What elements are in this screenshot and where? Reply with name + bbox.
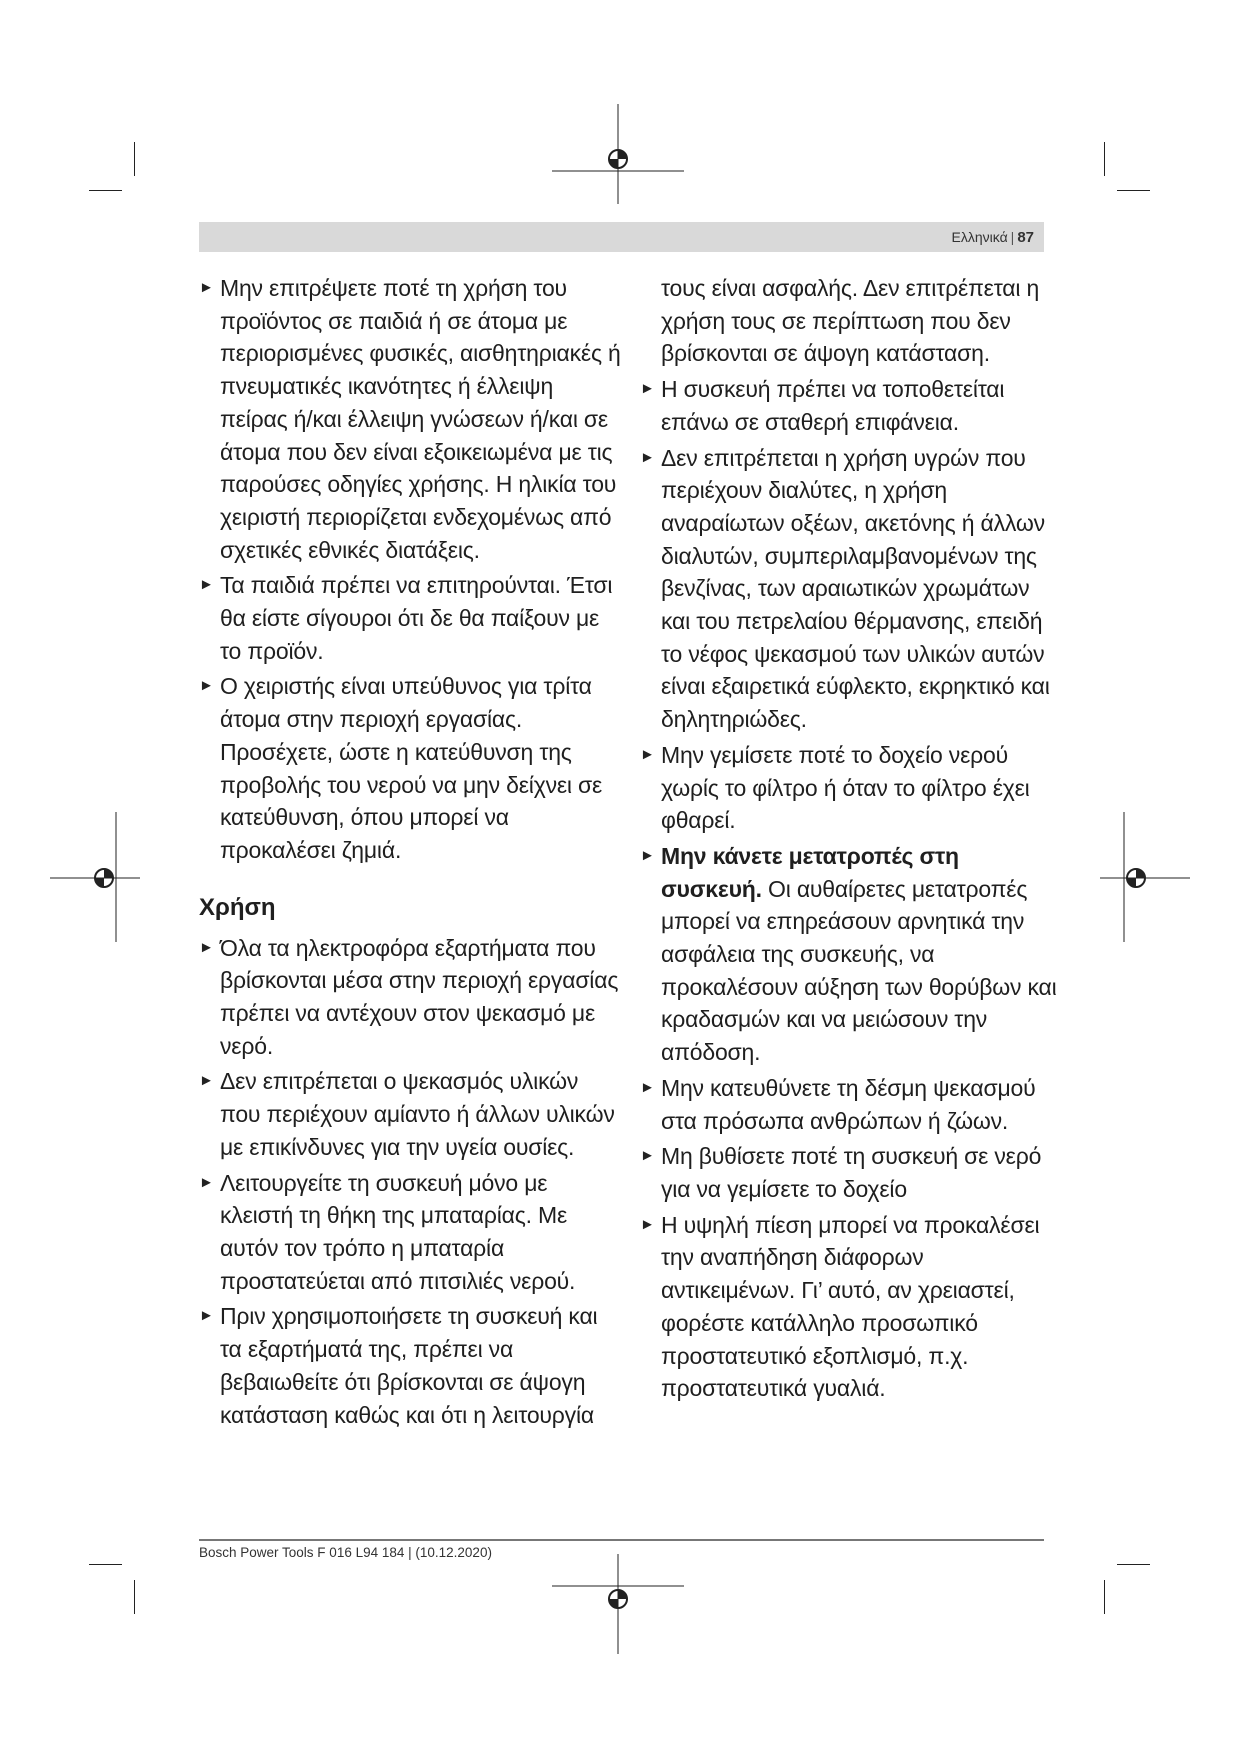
bullet-icon: ► (640, 745, 655, 763)
emphasis-text: Μην κάνετε μετατροπές στη συσκευή. (661, 842, 959, 902)
bullet-icon: ► (199, 576, 214, 594)
list-item (199, 1300, 624, 1431)
registration-target-left (50, 812, 140, 942)
bullet-icon: ► (199, 1072, 214, 1090)
list-item (199, 272, 624, 566)
list-item-emphasis (640, 840, 1060, 1069)
header-label (952, 228, 1035, 247)
list-item-text: Τα παιδιά πρέπει να επιτηρούνται. Έτσι θα είστε σίγουροι ότι δε θα παίξουν με το προϊόν. (220, 572, 613, 664)
bullet-icon: ► (199, 1173, 214, 1191)
list-item-text: Η συσκευή πρέπει να τοποθετείται επάνω σε σταθερή επιφάνεια. (661, 376, 1005, 435)
list-item-text: Μην γεμίσετε ποτέ το δοχείο νερού χωρίς το φίλτρο ή όταν το φίλτρο έχει φθαρεί. (661, 741, 1030, 834)
footer-text: Bosch Power Tools F 016 L94 184 | (10.12.2020) (199, 1545, 492, 1560)
list-item-text: Λειτουργείτε τη συσκευή μόνο με κλειστή τη θήκη της μπαταρίας. Με αυτόν τον τρόπο η μπαταρία προστατεύεται από πιτσιλιές νερού. (220, 1169, 576, 1294)
bullet-icon: ► (640, 846, 655, 864)
bullet-icon: ► (640, 1215, 655, 1233)
list-item-text: Όλα τα ηλεκτροφόρα εξαρτήματα που βρίσκονται μέσα στην περιοχή εργασίας πρέπει να αντέχουν στον ψεκασμό με νερό. (220, 934, 619, 1059)
right-column (640, 272, 1060, 1408)
section-heading: Χρήση (199, 893, 276, 921)
bullet-icon: ► (640, 380, 655, 398)
bullet-icon: ► (640, 1147, 655, 1165)
bullet-icon: ► (199, 938, 214, 956)
registration-target-right (1100, 812, 1190, 942)
bullet-icon: ► (199, 677, 214, 695)
bullet-icon: ► (199, 1307, 214, 1325)
list-item (640, 442, 1060, 736)
list-item-text: Δεν επιτρέπεται ο ψεκασμός υλικών που περιέχουν αμίαντο ή άλλων υλικών με επικίνδυνες για την υγεία ουσίες. (220, 1068, 615, 1160)
list-item-text: Πριν χρησιμοποιήσετε τη συσκευή και τα εξαρτήματά της, πρέπει να βεβαιωθείτε ότι βρίσκονται σε άψογη κατάσταση καθώς και ότι η λειτουργία (220, 1303, 598, 1428)
list-item (640, 1209, 1060, 1405)
list-item-text: Μην κατευθύνετε τη δέσμη ψεκασμού στα πρόσωπα ανθρώπων ή ζώων. (661, 1074, 1036, 1134)
list-item-text: Ο χειριστής είναι υπεύθυνος για τρίτα άτομα στην περιοχή εργασίας. Προσέχετε, ώστε η κατεύθυνση της προβολής του νερού να μην δείχνει σε κατεύθυνση, όπου μπορεί να προκαλέσει ζημιά. (220, 673, 603, 863)
page-header (199, 222, 1044, 252)
list-item-text: Μην επιτρέψετε ποτέ τη χρήση του προϊόντος σε παιδιά ή σε άτομα με περιορισμένες φυσικές, αισθητηριακές ή πνευματικές ικανότητες ή έλλειψη πείρας ή/και έλλειψη γνώσεων ή/και σε άτομα που δεν είναι εξοικειωμένα με τις παρούσες οδηγίες χρήσης. Η ηλικία του χειριστή περιορίζεται ενδεχομένως από σχετικές εθνικές διατάξεις. (220, 275, 621, 563)
bullet-icon: ► (640, 448, 655, 466)
registration-target-bottom (552, 1554, 684, 1654)
header-language: Ελληνικά (951, 229, 1008, 245)
list-item-text: Μη βυθίσετε ποτέ τη συσκευή σε νερό για να γεμίσετε το δοχείο (661, 1143, 1042, 1202)
continued-text: τους είναι ασφαλής. Δεν επιτρέπεται η χρήση τους σε περίπτωση που δεν βρίσκονται σε άψογη κατάσταση. (661, 275, 1040, 367)
list-item (199, 932, 624, 1063)
page-number: 87 (1017, 229, 1034, 246)
list-item (199, 1167, 624, 1298)
footer-rule (199, 1539, 1044, 1541)
list-item-text: Οι αυθαίρετες μετατροπές μπορεί να επηρεάσουν αρνητικά την ασφάλεια της συσκευής, να προκαλέσουν αύξηση των θορύβων και κραδασμών και να μειώσουν την απόδοση. (661, 875, 1057, 1066)
header-separator: | (1010, 229, 1015, 245)
list-item (640, 1140, 1060, 1205)
list-item (199, 670, 624, 866)
bullet-icon: ► (640, 1078, 655, 1096)
list-item (640, 373, 1060, 438)
list-item (640, 739, 1060, 837)
bullet-icon: ► (199, 279, 214, 296)
left-column (199, 272, 624, 1434)
registration-target-top (552, 104, 684, 204)
list-item-text: Δεν επιτρέπεται η χρήση υγρών που περιέχουν διαλύτες, η χρήση αναραίωτων οξέων, ακετόνης ή άλλων διαλυτών, συμπεριλαμβανομένων της βενζίνας, των αραιωτικών χρωμάτων και του πετρελαίου θέρμανσης, επειδή το νέφος ψεκασμού των υλικών αυτών είναι εξαιρετικά εύφλεκτο, εκρηκτικό και δηλητηριώδες. (661, 444, 1050, 733)
list-item (199, 1065, 624, 1163)
list-item-text: Η υψηλή πίεση μπορεί να προκαλέσει την αναπήδηση διάφορων αντικειμένων. Γι’ αυτό, αν χρειαστεί, φορέστε κατάλληλο προσωπικό προστατευτικό εξοπλισμό, π.χ. προστατευτικά γυαλιά. (661, 1211, 1040, 1402)
list-item (199, 569, 624, 667)
list-item (640, 1072, 1060, 1137)
